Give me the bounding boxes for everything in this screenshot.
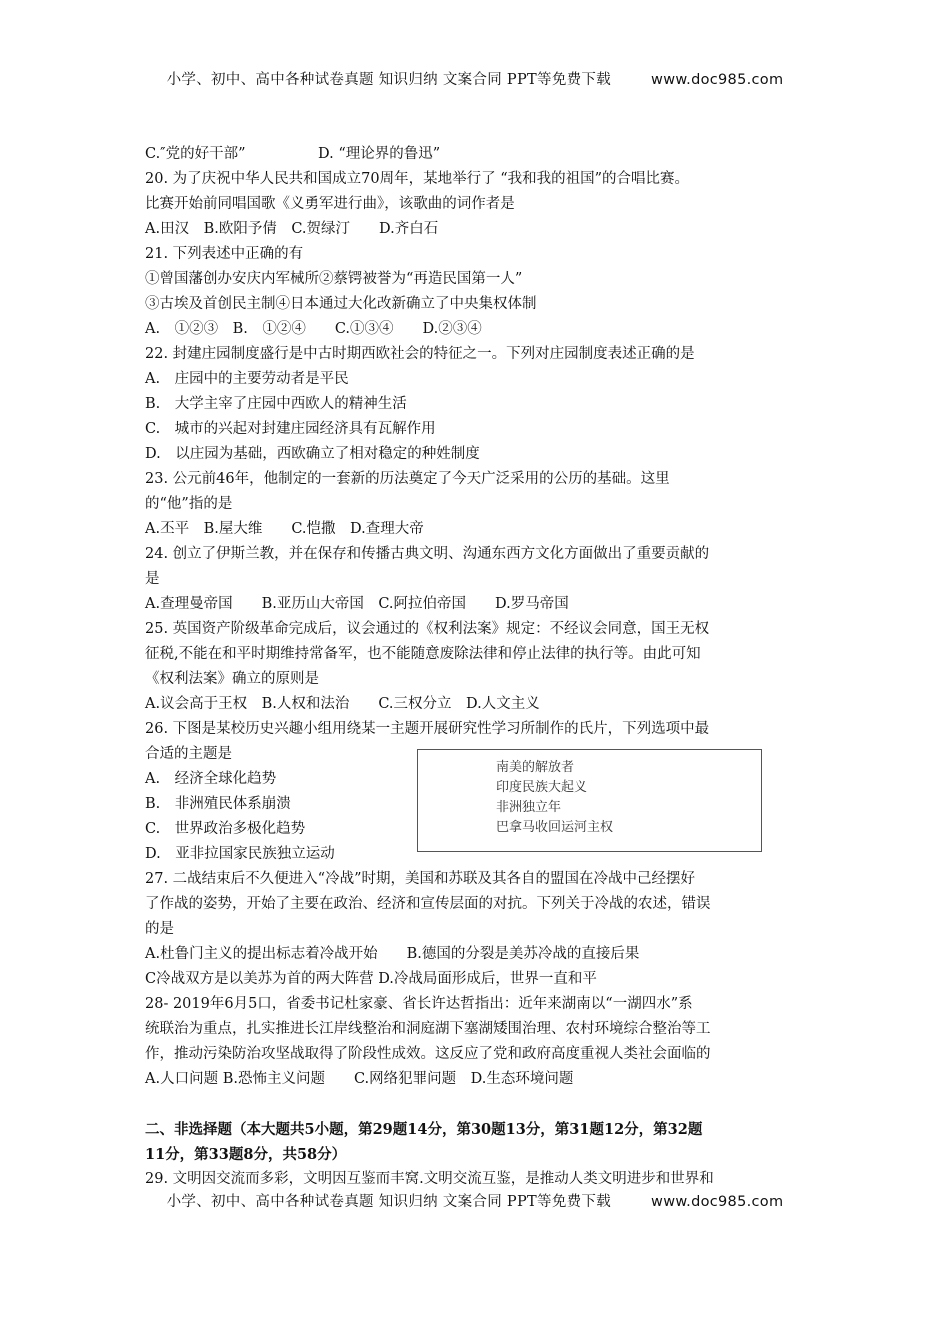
text-line: 20. 为了庆祝中华人民共和国成立70周年，某地举行了 “我和我的祖国”的合唱比赛。: [145, 171, 690, 187]
text-line: 22. 封建庄园制度盛行是中古时期西欧社会的特征之一。下列对庄园制度表述正确的是: [145, 346, 695, 362]
text-line: 了作战的姿势，开始了主要在政治、经济和宣传层面的对抗。下列关于冷战的农述，错误: [145, 896, 711, 912]
text-line: A.田汉 B.欧阳予倩 C.贺绿汀 D.齐白石: [145, 221, 439, 237]
question-29: 29. 文明因交流而多彩，文明因互鉴而丰窝.文明交流互鉴，是推动人类文明进步和世界和: [145, 1171, 714, 1187]
text-line: C. 城市的兴起对封建庄园经济具有瓦解作用: [145, 421, 436, 437]
figure-item: 巴拿马收回运河主权: [496, 820, 614, 835]
text-line: A.丕平 B.屋大维 C.恺撒 D.查理大帝: [145, 521, 424, 537]
text-line: A.议会高于王权 B.人权和法治 C.三权分立 D.人文主义: [145, 696, 540, 712]
text-line: 《权利法案》确立的原则是: [145, 671, 319, 687]
text-line: 28- 2019年6月5口，省委书记杜家豪、省长许达哲指出：近年来湖南以“一湖四水”系: [145, 996, 693, 1012]
text-line: 统联治为重点，扎实推进长江岸线整治和洞庭湖下塞湖矮围治理、农村环境综合整治等工: [145, 1021, 711, 1037]
section-heading: 11分，第33题8分，共58分）: [145, 1146, 347, 1163]
text-line: A.查理曼帝国 B.亚历山大帝国 C.阿拉伯帝国 D.罗马帝国: [145, 596, 569, 612]
text-line: 是: [145, 571, 160, 587]
text-line: 比赛开始前同唱国歌《义勇军进行曲》，该歌曲的词作者是: [145, 196, 515, 212]
text-line: 合适的主题是: [145, 746, 232, 762]
text-line: ③古埃及首创民主制④日本通过大化改新确立了中央集权体制: [145, 296, 537, 312]
text-line: 作，推动污染防治攻坚战取得了阶段性成效。这反应了党和政府高度重视人类社会面临的: [145, 1046, 711, 1062]
page-header: [0, 68, 950, 89]
spacer: [145, 1092, 810, 1117]
figure-item: 非洲独立年: [496, 800, 562, 815]
text-line: 23. 公元前46年，他制定的一套新的历法奠定了今天广泛采用的公历的基础。这里: [145, 471, 670, 487]
text-line: C.″党的好干部” D. “理论界的鲁迅”: [145, 146, 441, 162]
text-line: 27. 二战结束后不久便进入“冷战”时期，美国和苏联及其各自的盟国在冷战中己经摆好: [145, 871, 695, 887]
exam-content: [145, 142, 810, 1192]
text-line: A. 庄园中的主要劳动者是平民: [145, 371, 349, 387]
text-line: 24. 创立了伊斯兰教，并在保存和传播古典文明、沟通东西方文化方面做出了重要贡献的: [145, 546, 710, 562]
figure-item: 印度民族大起义: [496, 780, 588, 795]
figure-item: 南美的解放者: [496, 760, 575, 775]
text-line: A.人口问题 B.恐怖主义问题 C.网络犯罪问题 D.生态环境问题: [145, 1071, 574, 1087]
question-26-figure: [417, 749, 762, 852]
text-line: 26. 下图是某校历史兴趣小组用绕某一主题开展研究性学习所制作的氏片，下列选项中最: [145, 721, 710, 737]
text-line: 25. 英国资产阶级革命完成后，议会通过的《权利法案》规定：不经议会同意，国王无权: [145, 621, 710, 637]
text-line: A. 经济全球化趋势: [145, 771, 277, 787]
text-line: ①曾国藩创办安庆内军械所②蔡锷被誉为“再造民国第一人”: [145, 271, 523, 287]
text-line: B. 非洲殖民体系崩溃: [145, 796, 291, 812]
section-heading: 二、非选择题（本大题共5小题，第29题14分，第30题13分，第31题12分，第32题: [145, 1121, 703, 1138]
text-line: D. 以庄园为基础，西欧确立了相对稳定的种姓制度: [145, 446, 480, 462]
text-line: A. ①②③ B. ①②④ C.①③④ D.②③④: [145, 321, 482, 337]
text-line: 的是: [145, 921, 174, 937]
footer-text: 小学、初中、高中各种试卷真题 知识归纳 文案合同 PPT等免费下载: [166, 1194, 612, 1210]
header-site: www.doc985.com: [651, 72, 784, 88]
text-line: C冷战双方是以美苏为首的两大阵营 D.冷战局面形成后，世界一直和平: [145, 971, 597, 987]
page-footer: [0, 1190, 950, 1211]
text-line: 21. 下列表述中正确的有: [145, 246, 304, 262]
footer-site: www.doc985.com: [651, 1194, 784, 1210]
text-line: 的“他”指的是: [145, 496, 233, 512]
text-line: A.杜鲁门主义的提出标志着冷战开始 B.德国的分裂是美苏冷战的直接后果: [145, 946, 640, 962]
text-line: D. 亚非拉国家民族独立运动: [145, 846, 335, 862]
header-text: 小学、初中、高中各种试卷真题 知识归纳 文案合同 PPT等免费下载: [166, 72, 612, 88]
text-line: B. 大学主宰了庄园中西欧人的精神生活: [145, 396, 407, 412]
text-line: C. 世界政治多极化趋势: [145, 821, 306, 837]
text-line: 征税,不能在和平时期维持常备军，也不能随意废除法律和停止法律的执行等。由此可知: [145, 646, 701, 662]
